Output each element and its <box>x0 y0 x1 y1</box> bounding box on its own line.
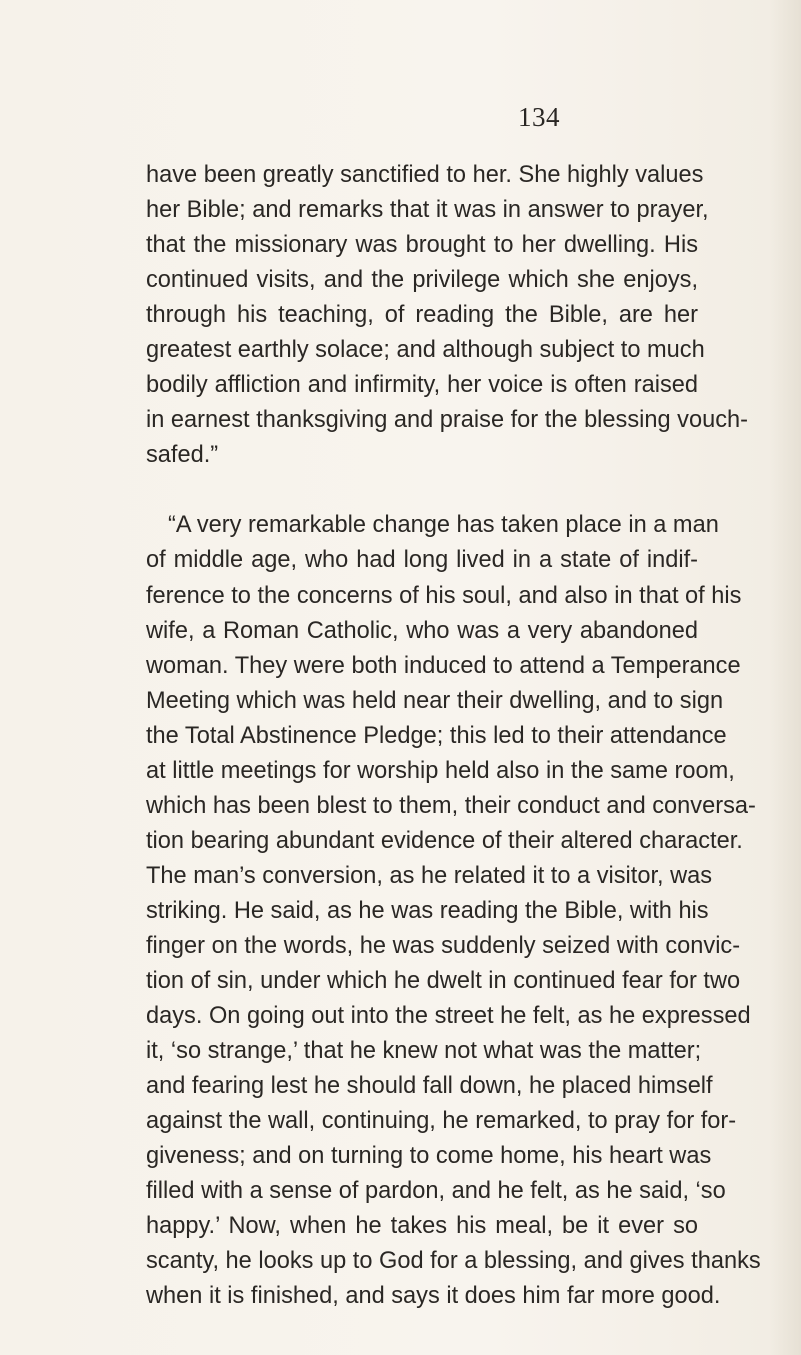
text-line: through his teaching, of reading the Bible, are her <box>146 302 698 329</box>
text-line: happy.’ Now, when he takes his meal, be it ever so <box>146 1213 698 1240</box>
text-line: striking. He said, as he was reading the Bible, with his <box>146 897 709 924</box>
text-line: which has been blest to them, their conduct and conversa- <box>146 792 756 819</box>
text-line: and fearing lest he should fall down, he placed himself <box>146 1073 713 1100</box>
text-line: ference to the concerns of his soul, and also in that of his <box>146 582 742 609</box>
text-line: her Bible; and remarks that it was in answer to prayer, <box>146 197 709 224</box>
text-line: the Total Abstinence Pledge; this led to their attendance <box>146 722 727 749</box>
page-number: 134 <box>518 102 560 132</box>
paragraph-2 <box>146 508 761 1314</box>
text-line: tion bearing abundant evidence of their altered character. <box>146 827 743 854</box>
text-line: finger on the words, he was suddenly seized with convic- <box>146 932 741 959</box>
text-line: when it is finished, and says it does him far more good. <box>146 1283 721 1310</box>
text-line: woman. They were both induced to attend a Temperance <box>146 652 741 679</box>
text-line: safed.” <box>146 442 219 469</box>
text-line: The man’s conversion, as he related it to a visitor, was <box>146 862 713 889</box>
text-line: “A very remarkable change has taken place in a man <box>168 512 719 539</box>
paragraph-1 <box>146 158 748 473</box>
text-line: filled with a sense of pardon, and he felt, as he said, ‘so <box>146 1178 726 1205</box>
text-line: days. On going out into the street he felt, as he expressed <box>146 1003 751 1030</box>
text-line: bodily affliction and infirmity, her voice is often raised <box>146 372 698 399</box>
text-line: giveness; and on turning to come home, his heart was <box>146 1143 712 1170</box>
text-line: against the wall, continuing, he remarked, to pray for for- <box>146 1108 737 1135</box>
text-line: Meeting which was held near their dwelling, and to sign <box>146 687 724 714</box>
text-line: in earnest thanksgiving and praise for the blessing vouch- <box>146 407 748 434</box>
text-line: of middle age, who had long lived in a state of indif- <box>146 547 698 574</box>
text-line: it, ‘so strange,’ that he knew not what was the matter; <box>146 1038 702 1065</box>
text-line: scanty, he looks up to God for a blessing, and gives thanks <box>146 1248 761 1275</box>
body-text <box>146 158 761 1315</box>
text-line: at little meetings for worship held also in the same room, <box>146 757 735 784</box>
text-line: that the missionary was brought to her dwelling. His <box>146 232 698 259</box>
text-line: continued visits, and the privilege which she enjoys, <box>146 267 698 294</box>
text-line: greatest earthly solace; and although subject to much <box>146 337 705 364</box>
text-line: wife, a Roman Catholic, who was a very abandoned <box>146 617 698 644</box>
text-line: have been greatly sanctified to her. She highly values <box>146 162 704 188</box>
text-line: tion of sin, under which he dwelt in continued fear for two <box>146 968 741 995</box>
